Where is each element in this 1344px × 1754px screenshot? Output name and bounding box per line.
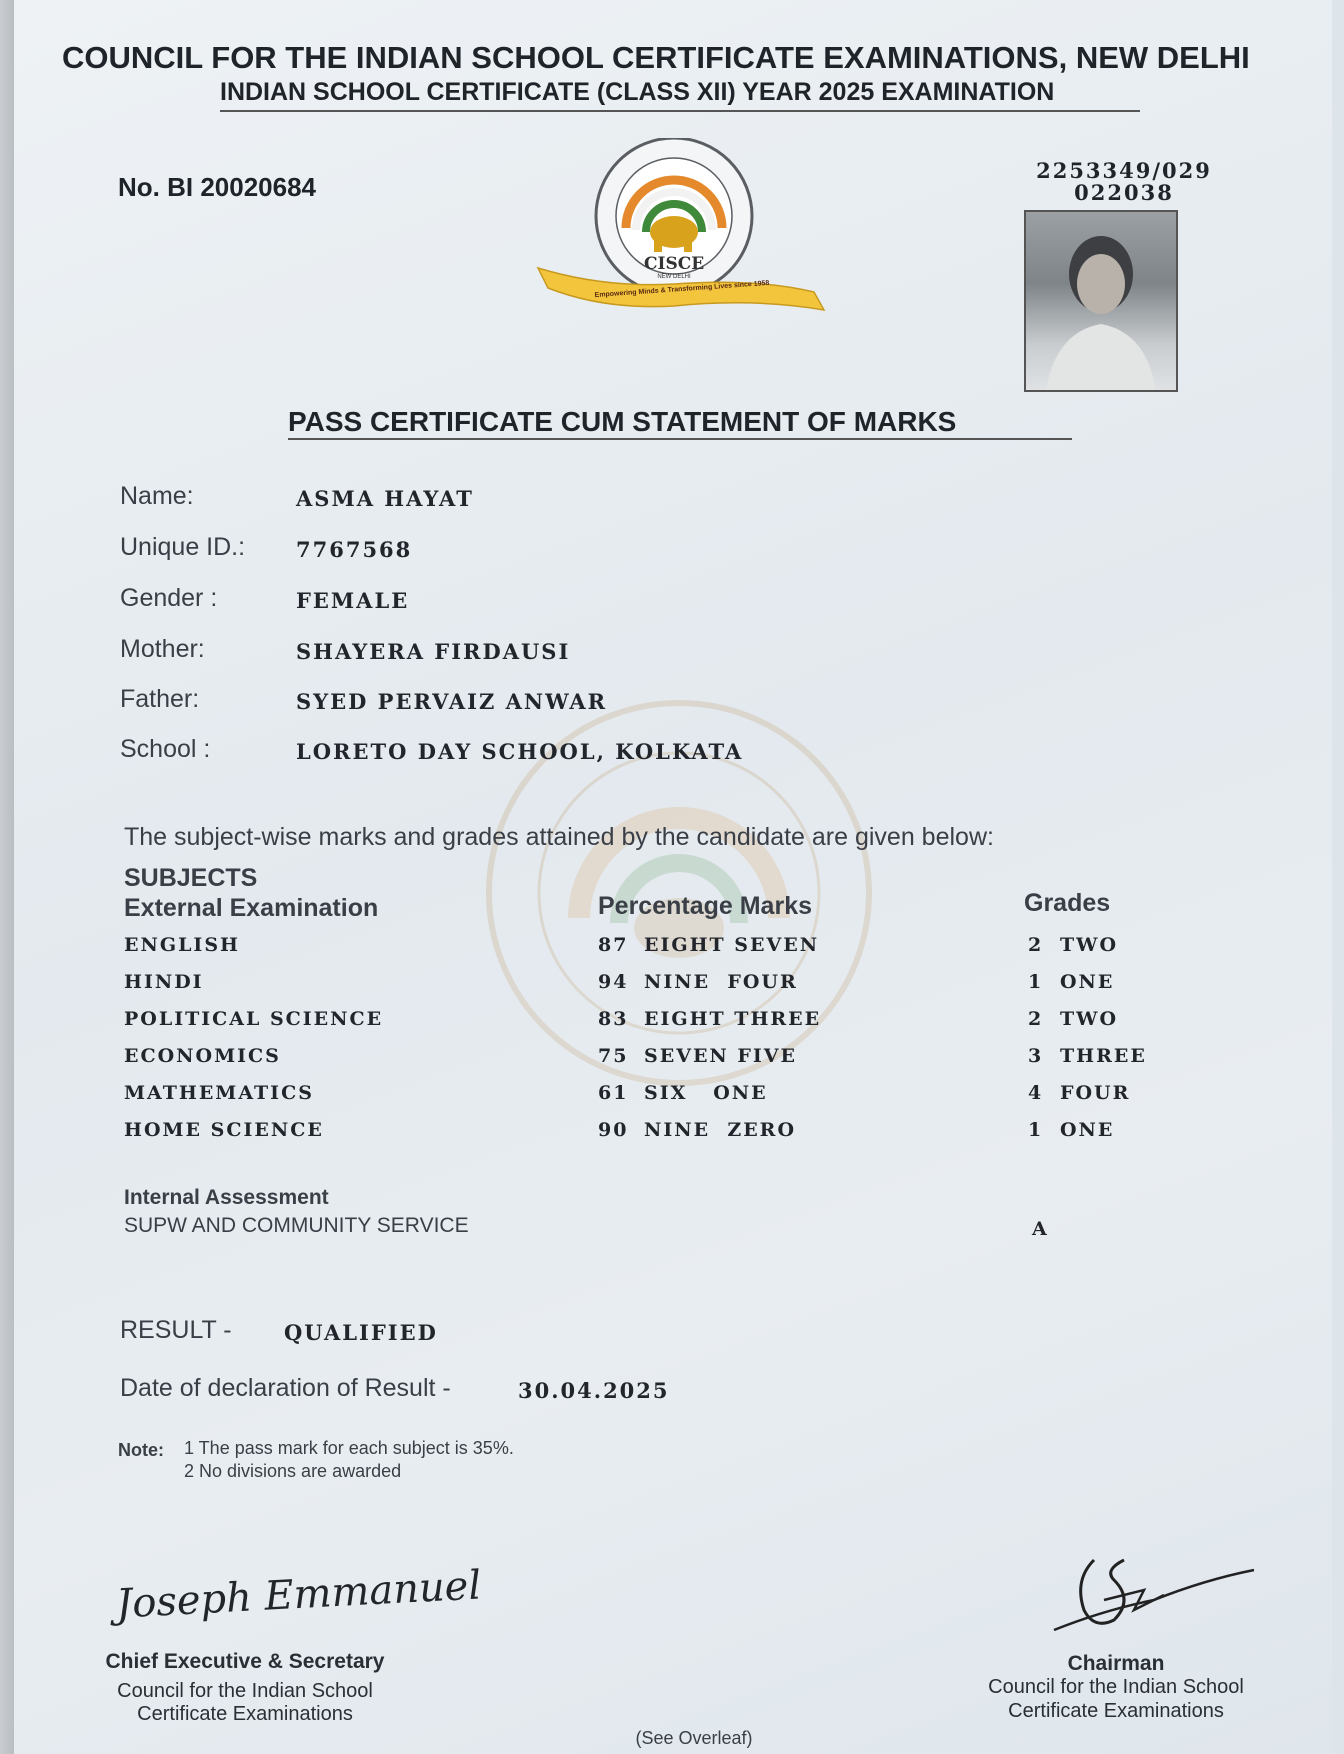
subject-marks-words: SEVEN FIVE — [644, 1045, 798, 1067]
subject-name: POLITICAL SCIENCE — [124, 1008, 384, 1030]
unique-id-label: Unique ID.: — [120, 533, 246, 561]
candidate-portrait-icon — [1026, 212, 1176, 390]
paper-edge — [0, 0, 14, 1754]
certificate-number: No. BI 20020684 — [118, 172, 317, 202]
subject-grade: 2 — [1028, 1008, 1044, 1030]
subject-marks: 83 — [598, 1008, 629, 1030]
name-label: Name: — [120, 482, 194, 510]
grades-heading: Grades — [1024, 889, 1111, 917]
council-title: COUNCIL FOR THE INDIAN SCHOOL CERTIFICATE EXAMINATIONS, NEW DELHI — [62, 40, 1250, 75]
percentage-heading: Percentage Marks — [598, 892, 813, 920]
subject-grade: 3 — [1028, 1045, 1044, 1067]
table-row — [124, 1119, 1224, 1156]
cisce-emblem-icon — [514, 138, 844, 338]
subject-grade-words: FOUR — [1060, 1082, 1131, 1104]
subject-marks-words: NINE FOUR — [644, 971, 798, 993]
subject-grade: 1 — [1028, 1119, 1044, 1141]
index-number: 2253349/029 — [1036, 158, 1212, 183]
table-row — [124, 1082, 1224, 1119]
subject-grade-words: TWO — [1060, 1008, 1119, 1030]
father-label: Father: — [120, 685, 200, 713]
chairman-signature — [1044, 1540, 1264, 1650]
subject-grade-words: ONE — [1060, 1119, 1115, 1141]
internal-heading: Internal Assessment — [124, 1186, 329, 1209]
subject-name: HINDI — [124, 971, 204, 993]
mother-label: Mother: — [120, 635, 205, 663]
subject-marks: 87 — [598, 934, 629, 956]
subject-marks: 75 — [598, 1045, 629, 1067]
subject-name: ECONOMICS — [124, 1045, 281, 1067]
chairman-org-line1: Council for the Indian School — [988, 1676, 1244, 1698]
logo-ribbon-text: Empowering Minds & Transforming Lives since 1958 — [594, 279, 770, 300]
see-overleaf: (See Overleaf) — [635, 1728, 753, 1748]
table-row — [124, 971, 1224, 1008]
gender-label: Gender : — [120, 584, 218, 612]
chairman-signature-scribble — [1044, 1540, 1264, 1650]
candidate-name: ASMA HAYAT — [296, 486, 474, 511]
subject-grade-words: THREE — [1060, 1045, 1147, 1067]
external-heading: External Examination — [124, 894, 379, 922]
subjects-table — [124, 934, 1224, 1156]
table-row — [124, 1008, 1224, 1045]
internal-subject: SUPW AND COMMUNITY SERVICE — [124, 1214, 469, 1237]
table-row — [124, 1045, 1224, 1082]
chairman-title: Chairman — [1067, 1652, 1165, 1675]
result-label: RESULT - — [120, 1316, 232, 1344]
school-name: LORETO DAY SCHOOL, KOLKATA — [296, 739, 744, 764]
result-value: QUALIFIED — [284, 1320, 438, 1345]
secretary-org-line2: Certificate Examinations — [137, 1703, 353, 1725]
table-row — [124, 934, 1224, 971]
result-date: 30.04.2025 — [518, 1378, 670, 1403]
candidate-photo — [1024, 210, 1178, 392]
subject-marks-words: EIGHT SEVEN — [644, 934, 820, 956]
secretary-signature: Joseph Emmanuel — [115, 1562, 483, 1628]
index-sub-number: 022038 — [1074, 180, 1174, 205]
certificate-page — [14, 0, 1332, 1754]
result-date-label: Date of declaration of Result - — [120, 1374, 451, 1402]
note-1: 1 The pass mark for each subject is 35%. — [184, 1438, 514, 1458]
subject-marks-words: EIGHT THREE — [644, 1008, 822, 1030]
gender: FEMALE — [296, 588, 410, 613]
father-name: SYED PERVAIZ ANWAR — [296, 689, 608, 714]
subject-marks-words: NINE ZERO — [644, 1119, 797, 1141]
secretary-title: Chief Executive & Secretary — [105, 1650, 385, 1673]
secretary-org-line1: Council for the Indian School — [117, 1680, 373, 1702]
subject-grade-words: TWO — [1060, 934, 1119, 956]
subject-name: HOME SCIENCE — [124, 1119, 324, 1141]
mother-name: SHAYERA FIRDAUSI — [296, 639, 571, 664]
document-title: PASS CERTIFICATE CUM STATEMENT OF MARKS — [288, 406, 957, 437]
cisce-logo — [514, 138, 844, 338]
unique-id: 7767568 — [296, 537, 413, 562]
subject-grade-words: ONE — [1060, 971, 1115, 993]
note-2: 2 No divisions are awarded — [184, 1461, 402, 1481]
logo-acronym: CISCE — [644, 254, 705, 274]
internal-grade: A — [1032, 1218, 1049, 1240]
title-underline — [288, 438, 1072, 440]
subject-marks: 94 — [598, 971, 629, 993]
subject-marks-words: SIX ONE — [644, 1082, 768, 1104]
subject-grade: 4 — [1028, 1082, 1044, 1104]
subject-marks: 61 — [598, 1082, 629, 1104]
school-label: School : — [120, 735, 211, 763]
marks-intro: The subject-wise marks and grades attained by the candidate are given below: — [124, 823, 994, 851]
subject-grade: 1 — [1028, 971, 1044, 993]
header-underline — [220, 110, 1140, 112]
exam-title: INDIAN SCHOOL CERTIFICATE (CLASS XII) YEAR 2025 EXAMINATION — [220, 78, 1055, 106]
subject-name: ENGLISH — [124, 934, 240, 956]
subject-name: MATHEMATICS — [124, 1082, 314, 1104]
subjects-heading: SUBJECTS — [124, 864, 258, 892]
note-label: Note: — [118, 1440, 164, 1460]
subject-grade: 2 — [1028, 934, 1044, 956]
logo-city: NEW DELHI — [657, 274, 691, 280]
chairman-org-line2: Certificate Examinations — [1008, 1700, 1224, 1722]
subject-marks: 90 — [598, 1119, 629, 1141]
